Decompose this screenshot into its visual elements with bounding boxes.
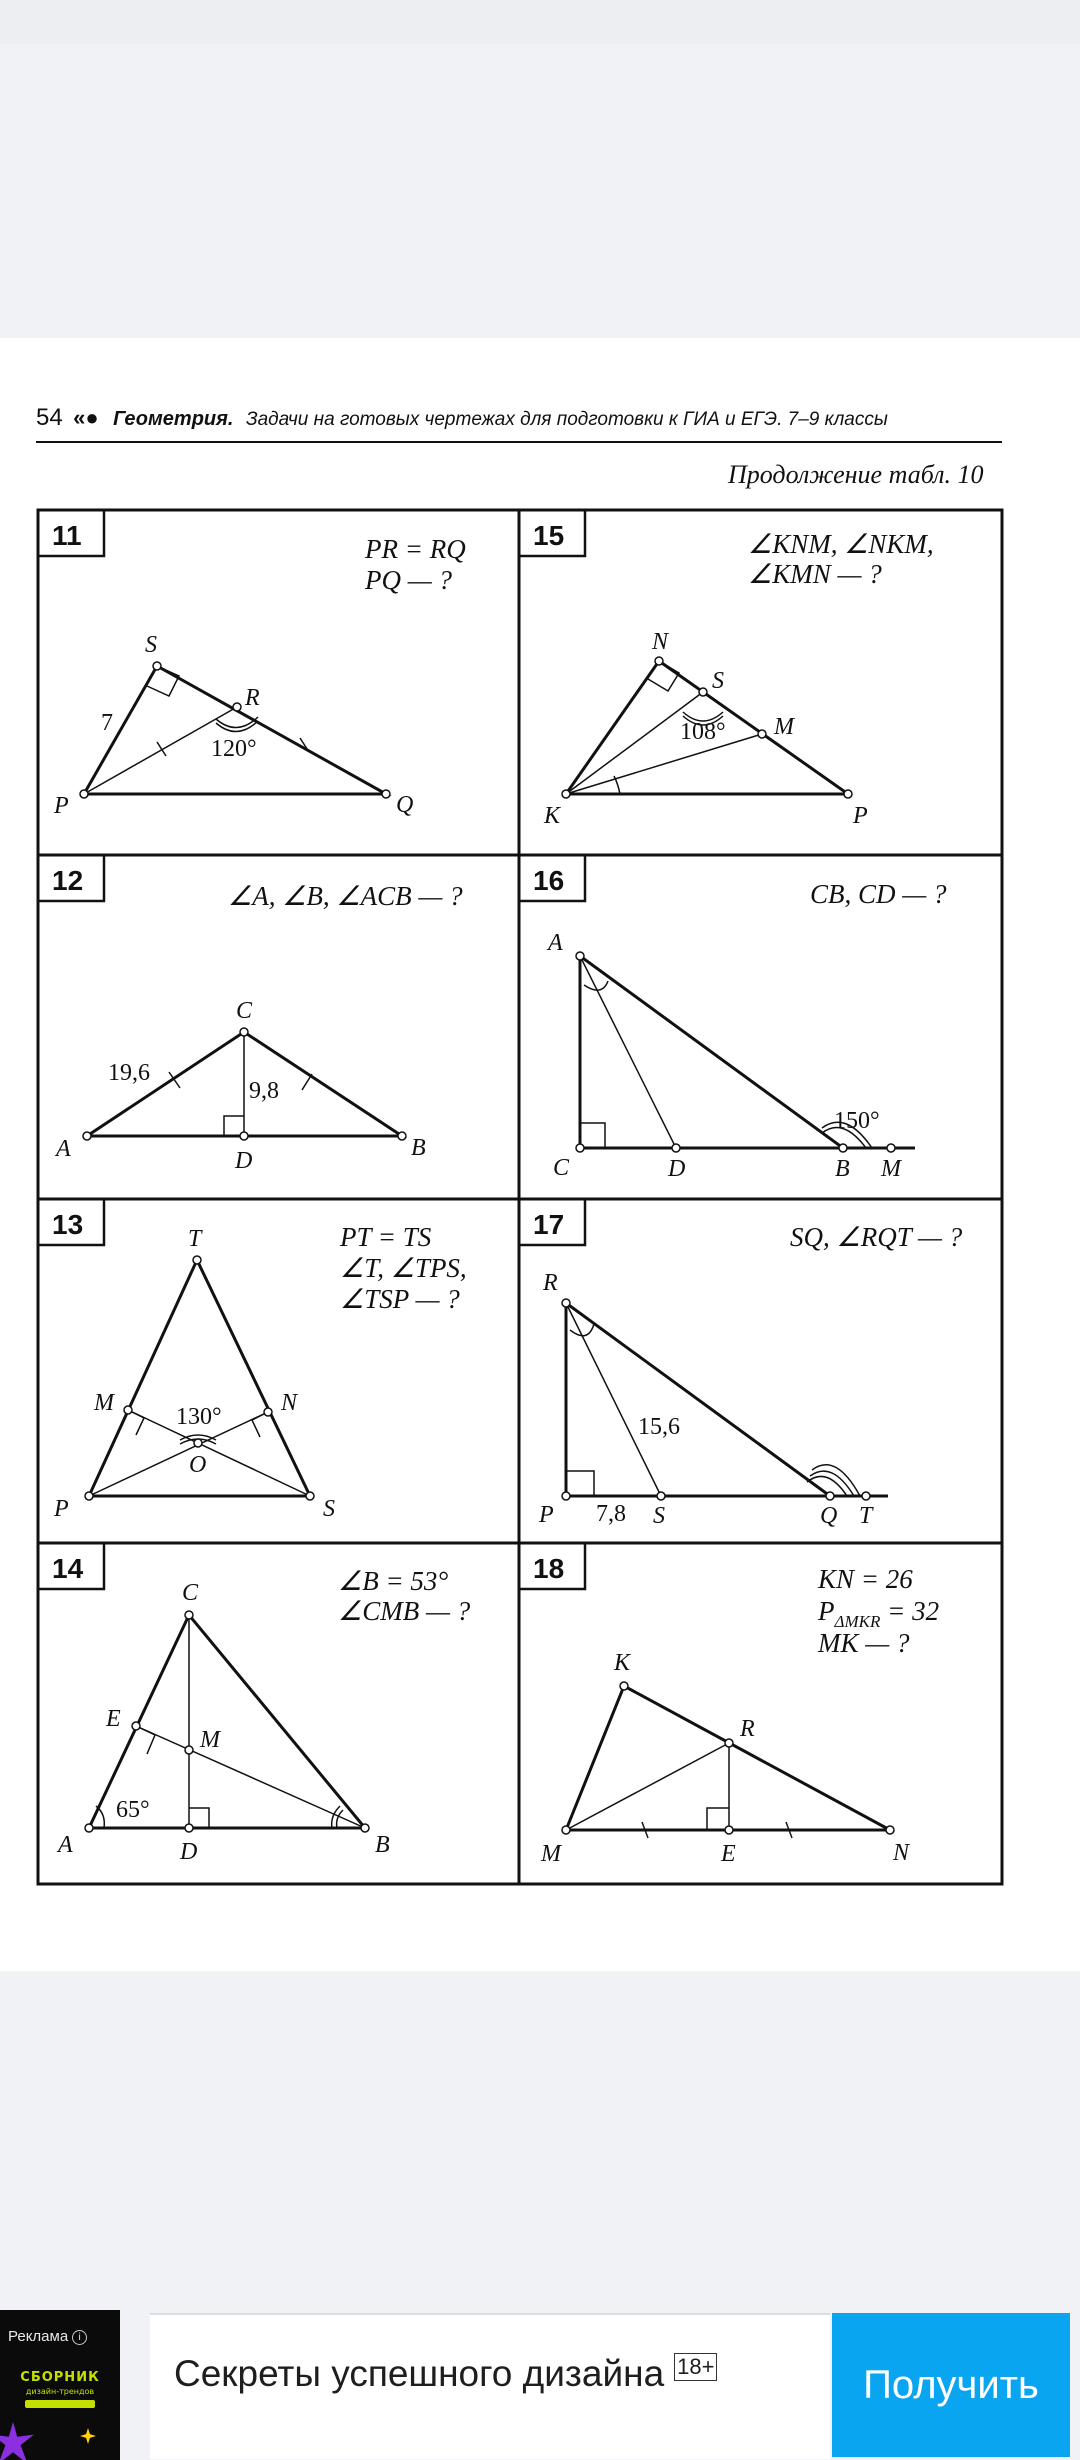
ad-thumb-title: СБОРНИК xyxy=(20,2370,100,2385)
svg-text:Q: Q xyxy=(396,792,414,818)
svg-text:R: R xyxy=(543,1270,558,1296)
svg-text:15,6: 15,6 xyxy=(638,1414,680,1440)
svg-text:K: K xyxy=(614,1650,631,1676)
problem-number: 18 xyxy=(533,1553,565,1584)
figure-13 xyxy=(53,1226,335,1522)
svg-text:N: N xyxy=(652,629,669,655)
svg-text:O: O xyxy=(189,1452,207,1478)
svg-text:D: D xyxy=(180,1839,198,1865)
svg-text:P: P xyxy=(539,1502,554,1528)
continuation-note: Продолжение табл. 10 xyxy=(728,460,984,489)
condition-text: PR = RQ xyxy=(365,534,466,564)
condition-text: ∠B = 53° xyxy=(338,1566,449,1596)
svg-text:T: T xyxy=(859,1503,873,1529)
figure-12 xyxy=(54,998,426,1174)
problem-number: 14 xyxy=(52,1553,84,1584)
svg-text:D: D xyxy=(668,1156,686,1182)
book-title: Геометрия. xyxy=(113,408,234,430)
figure-17 xyxy=(538,1270,888,1529)
svg-text:S: S xyxy=(145,632,157,658)
svg-text:N: N xyxy=(281,1390,298,1416)
condition-text: ∠CMB — ? xyxy=(338,1596,471,1626)
problem-number: 12 xyxy=(52,865,84,896)
svg-text:P: P xyxy=(853,803,868,829)
svg-text:S: S xyxy=(323,1496,335,1522)
svg-text:A: A xyxy=(56,1136,71,1162)
age-rating-badge: 18+ xyxy=(674,2353,717,2381)
svg-text:M: M xyxy=(94,1390,114,1416)
condition-text: MK — ? xyxy=(818,1628,910,1658)
info-icon[interactable]: i xyxy=(72,2330,87,2345)
ad-thumbnail[interactable] xyxy=(0,2310,120,2460)
svg-text:19,6: 19,6 xyxy=(108,1060,150,1086)
ad-artwork xyxy=(2,2370,118,2408)
svg-text:A: A xyxy=(548,930,563,956)
svg-text:C: C xyxy=(236,998,253,1024)
sparkle-icon xyxy=(80,2428,96,2444)
ad-content[interactable] xyxy=(150,2313,830,2459)
ad-banner[interactable] xyxy=(0,2310,1080,2460)
condition-text: CB, CD — ? xyxy=(810,879,947,909)
svg-text:C: C xyxy=(553,1155,570,1181)
svg-text:B: B xyxy=(835,1156,850,1182)
condition-text: ∠TSP — ? xyxy=(340,1284,460,1314)
svg-text:N: N xyxy=(893,1840,910,1866)
svg-text:R: R xyxy=(740,1716,755,1742)
svg-text:S: S xyxy=(653,1503,665,1529)
svg-text:P: P xyxy=(54,793,69,819)
svg-text:S: S xyxy=(712,668,724,694)
condition-text: ∠A, ∠B, ∠ACB — ? xyxy=(228,881,463,911)
svg-text:E: E xyxy=(106,1706,121,1732)
problem-number: 16 xyxy=(533,865,565,896)
figure-18 xyxy=(540,1650,911,1867)
problem-number: 15 xyxy=(533,520,565,551)
chevrons-icon: «● xyxy=(73,405,99,430)
figure-11 xyxy=(53,632,413,819)
svg-text:150°: 150° xyxy=(834,1108,880,1134)
svg-text:M: M xyxy=(774,714,794,740)
svg-text:Q: Q xyxy=(820,1503,838,1529)
svg-text:M: M xyxy=(541,1841,561,1867)
figure-15 xyxy=(543,629,868,829)
ad-thumb-subtitle: дизайн-трендов xyxy=(25,2387,95,2396)
condition-text: PT = TS xyxy=(340,1222,432,1252)
svg-text:7,8: 7,8 xyxy=(596,1501,626,1527)
svg-text:A: A xyxy=(58,1832,73,1858)
svg-text:130°: 130° xyxy=(176,1404,222,1430)
condition-text: ∠KNM, ∠NKM, xyxy=(748,529,934,559)
condition-text: SQ, ∠RQT — ? xyxy=(790,1222,963,1252)
figure-16 xyxy=(546,930,915,1182)
svg-text:E: E xyxy=(721,1841,736,1867)
svg-text:R: R xyxy=(245,685,260,711)
ad-thumb-bar xyxy=(25,2400,95,2408)
get-button[interactable]: Получить xyxy=(832,2313,1070,2457)
svg-text:9,8: 9,8 xyxy=(249,1078,279,1104)
svg-text:7: 7 xyxy=(101,710,113,736)
condition-text: ∠T, ∠TPS, xyxy=(340,1253,467,1283)
problem-number: 17 xyxy=(533,1209,565,1240)
condition-text: PQ — ? xyxy=(365,565,452,595)
condition-perimeter: $P_{\Delta MKR} = 32$ xyxy=(818,1596,940,1631)
svg-text:P: P xyxy=(54,1496,69,1522)
svg-text:M: M xyxy=(200,1727,220,1753)
problem-number: 11 xyxy=(52,520,82,551)
svg-text:M: M xyxy=(881,1156,901,1182)
svg-text:65°: 65° xyxy=(116,1797,150,1823)
svg-text:D: D xyxy=(235,1148,253,1174)
svg-text:120°: 120° xyxy=(211,736,257,762)
book-subtitle: Задачи на готовых чертежах для подготовки к ГИА и ЕГЭ. 7–9 классы xyxy=(245,409,888,430)
condition-text: KN = 26 xyxy=(818,1564,913,1594)
table-grid xyxy=(38,510,1002,1884)
svg-text:108°: 108° xyxy=(680,719,726,745)
svg-text:K: K xyxy=(544,803,561,829)
svg-text:C: C xyxy=(182,1580,199,1606)
page-number: 54 xyxy=(36,404,63,431)
ad-text: Секреты успешного дизайна 18+ xyxy=(174,2353,717,2395)
svg-text:B: B xyxy=(411,1135,426,1161)
condition-text: ∠KMN — ? xyxy=(748,559,882,589)
svg-text:T: T xyxy=(188,1226,202,1252)
star-icon xyxy=(0,2422,34,2460)
svg-text:B: B xyxy=(375,1832,390,1858)
ad-label: Реклама i xyxy=(8,2328,87,2345)
problem-number: 13 xyxy=(52,1209,84,1240)
